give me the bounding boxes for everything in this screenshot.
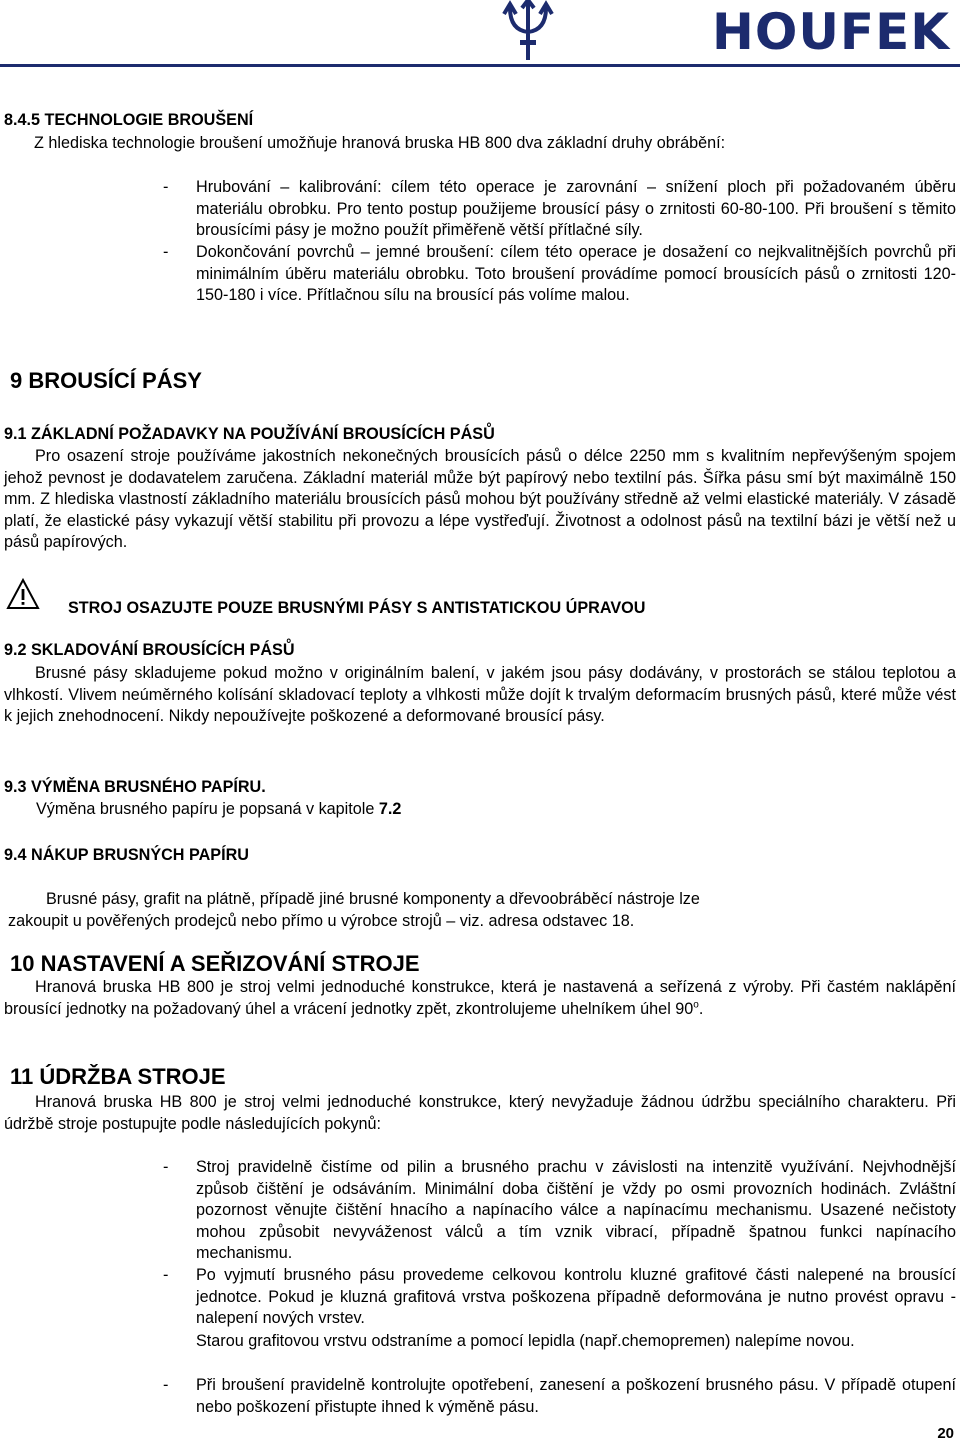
- section-heading-9-1: 9.1 ZÁKLADNÍ POŽADAVKY NA POUŽÍVÁNÍ BROUSÍCÍCH PÁSŮ: [4, 425, 495, 443]
- section-heading-9-2: 9.2 SKLADOVÁNÍ BROUSÍCÍCH PÁSŮ: [4, 641, 295, 659]
- chapter-reference: 7.2: [378, 800, 402, 818]
- paragraph-9-1: Pro osazení stroje používáme jakostních nekonečných brousících pásů o délce 2250 mm s kvalitním nepřevýšeným spojem jehož pevnost je dodavatelem zaručena. Základní materiál může být papírový nebo textilní pás. Šířka pásu smí být maximálně 150 mm. Z hlediska vlastností základního materiálu brousících pásů mohou být používány středně až velmi elastické materiály. V zásadě platí, že elastické pásy vykazují větší stabilitu při provozu a lépe vystřeďují. Životnost a odolnost pásů na textilní bázi je větší než u pásů papírových.: [4, 447, 956, 552]
- paragraph-9-2: Brusné pásy skladujeme pokud možno v originálním balení, v jakém jsou pásy dodávány, v prostorách se stálou teplotou a vlhkostí. Vlivem neúměrného kolísání skladovací teploty a vlhkosti může dojít k trvalým deformacím brusných pásů, které může vést k jejich znehodnocení. Nikdy nepoužívejte poškozené a deformované brousící pásy.: [4, 664, 956, 726]
- section-heading-9-3: 9.3 VÝMĚNA BRUSNÉHO PAPÍRU.: [4, 778, 266, 796]
- paragraph-10-text: Hranová bruska HB 800 je stroj velmi jednoduché konstrukce, která je nastavená a seřízená z výroby. Při častém naklápění brousící jednotky na požadovaný úhel a vrácení jednotky zpět, zkontrolujeme uhelníkem úhel 90: [4, 978, 956, 1018]
- paragraph-11-intro: Hranová bruska HB 800 je stroj velmi jednoduché konstrukce, který nevyžaduje žádnou údržbu speciálního charakteru. Při údržbě stroje postupujte podle následujících pokynů:: [4, 1093, 956, 1133]
- list-bullet: -: [163, 178, 169, 196]
- chapter-heading-11: 11 ÚDRŽBA STROJE: [10, 1064, 226, 1089]
- paragraph-9-3-text: Výměna brusného papíru je popsaná v kapitole: [36, 800, 379, 818]
- paragraph-10-end: .: [698, 999, 704, 1018]
- logo-wordmark: HOUFEK: [711, 3, 950, 61]
- list-item: Dokončování povrchů – jemné broušení: cílem této operace je dosažení co nejkvalitnějších povrchů při minimálním úběru materiálu obrobku. Toto broušení provádíme pomocí brousících pásů o zrnitosti 120-150-180 i více. Přítlačnou sílu na brousící pás volíme malou.: [196, 243, 956, 305]
- list-bullet: -: [163, 1266, 169, 1284]
- paragraph-9-3: [36, 799, 401, 821]
- warning-text: STROJ OSAZUJTE POUZE BRUSNÝMI PÁSY S ANTISTATICKOU ÚPRAVOU: [68, 599, 646, 617]
- list-bullet: -: [163, 243, 169, 261]
- warning-triangle-icon: [6, 578, 40, 610]
- section-heading-8-4-5: 8.4.5 TECHNOLOGIE BROUŠENÍ: [4, 111, 254, 129]
- header-rule: [0, 64, 960, 67]
- brand-logo: [380, 0, 960, 60]
- paragraph-9-4-line-2: zakoupit u pověřených prodejců nebo přímo u výrobce strojů – viz. adresa odstavec 18.: [8, 912, 635, 930]
- list-item-continuation: Starou grafitovou vrstvu odstraníme a pomocí lepidla (např.chemopremen) nalepíme novou.: [196, 1332, 855, 1350]
- chapter-heading-10: 10 NASTAVENÍ A SEŘIZOVÁNÍ STROJE: [10, 951, 420, 976]
- chapter-heading-9: 9 BROUSÍCÍ PÁSY: [10, 368, 202, 393]
- paragraph-9-4-line-1: Brusné pásy, grafit na plátně, případě jiné brusné komponenty a dřevoobráběcí nástroje lze: [46, 890, 700, 908]
- list-bullet: -: [163, 1376, 169, 1394]
- list-bullet: -: [163, 1158, 169, 1176]
- list-item: Po vyjmutí brusného pásu provedeme celkovou kontrolu kluzné grafitové části nalepené na brousící jednotce. Pokud je kluzná grafitová vrstva poškozena případně deformována je nutno provést opravu - nalepení nových vrstev.: [196, 1266, 956, 1328]
- degree-superscript: o: [693, 999, 699, 1011]
- list-item: Hrubování – kalibrování: cílem této operace je zarovnání – snížení ploch při požadovaném úběru materiálu obrobku. Pro tento postup použijeme brousící pásy o zrnitosti 60-80-100. Při broušení s těmito brousícími pásy je možno použít přiměřeně větší přítlačné síly.: [196, 178, 956, 240]
- paragraph-10: [4, 977, 956, 1020]
- trident-icon: [500, 0, 556, 62]
- page-number: 20: [937, 1425, 954, 1442]
- paragraph-intro: Z hlediska technologie broušení umožňuje hranová bruska HB 800 dva základní druhy obrábění:: [34, 134, 726, 152]
- section-heading-9-4: 9.4 NÁKUP BRUSNÝCH PAPÍRU: [4, 846, 249, 864]
- list-item: Stroj pravidelně čistíme od pilin a brusného prachu v závislosti na intenzitě využívání. Nejvhodnější způsob čištění je odsáváním. Minimální doba čištění je vždy po osmi provozních hodinách. Zvláštní pozornost věnujte čištění hnacího a napínacího válce a napínacímu mechanismu. Usazené nečistoty mohou způsobit nevyváženost válců a tím vznik vibrací, případně špatnou funkci napínacího mechanismu.: [196, 1158, 956, 1263]
- list-item: Při broušení pravidelně kontrolujte opotřebení, zanesení a poškození brusného pásu. V případě otupení nebo poškození přistupte ihned k výměně pásu.: [196, 1376, 956, 1416]
